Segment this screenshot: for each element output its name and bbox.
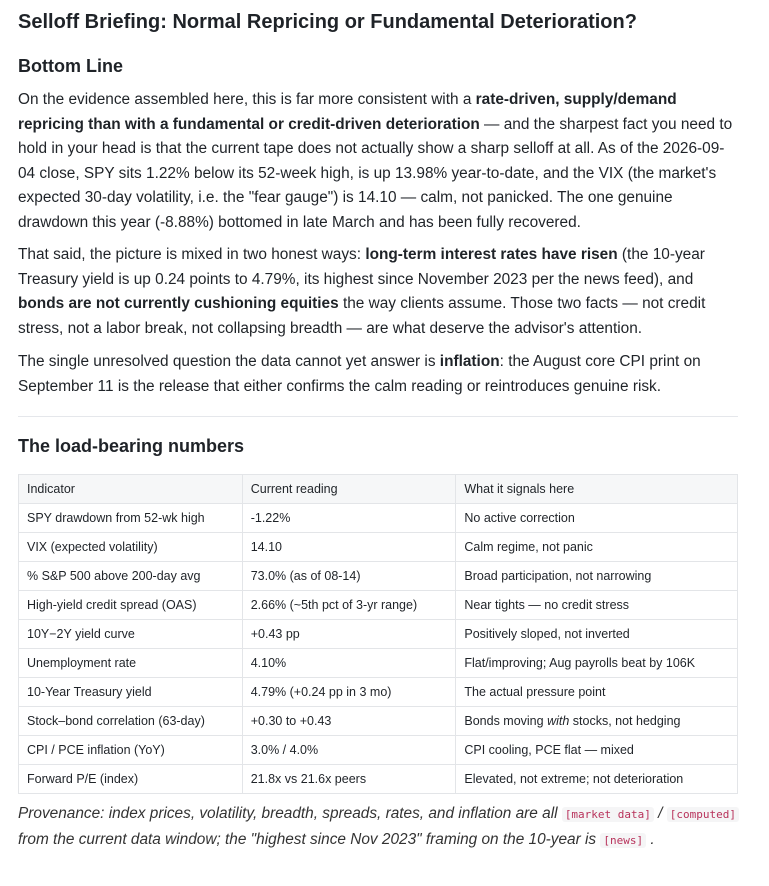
p2-bold-bonds: bonds are not currently cushioning equities <box>18 295 339 312</box>
cell-reading: 4.79% (+0.24 pp in 3 mo) <box>242 678 456 707</box>
cell-indicator: Unemployment rate <box>19 649 243 678</box>
cell-indicator: Forward P/E (index) <box>19 765 243 794</box>
p3-text-c: : the August core CPI print on September 11 is the release that either confirms the calm reading or reintroduces genuine risk. <box>18 353 701 395</box>
bottom-line-heading: Bottom Line <box>18 56 123 76</box>
cell-signal: Elevated, not extreme; not deterioration <box>456 765 738 794</box>
table-row <box>19 678 738 707</box>
table-row <box>19 649 738 678</box>
table-row <box>19 504 738 533</box>
cell-reading: 3.0% / 4.0% <box>242 736 456 765</box>
cell-indicator: VIX (expected volatility) <box>19 533 243 562</box>
cell-reading: 73.0% (as of 08-14) <box>242 562 456 591</box>
table-row <box>19 533 738 562</box>
source-tag-news: [news] <box>600 833 646 848</box>
cell-indicator: SPY drawdown from 52-wk high <box>19 504 243 533</box>
page-title: Selloff Briefing: Normal Repricing or Fundamental Deterioration? <box>18 11 637 33</box>
p1-text-c: — and the sharpest fact you need to hold in your head is that the current tape does not actually show a sharp selloff at all. As of the 2026-09-04 close, SPY sits 1.22% below its 52-week high, is up 13.98% year-to-date, and the VIX (the market's expected 30-day volatility, i.e. the "fear gauge") is 14.10 — calm, not panicked. The one genuine drawdown this year (-8.88%) bottomed in late March and has been fully recovered. <box>18 115 733 231</box>
prov-text-c: from the current data window; the "highest since Nov 2023" framing on the 10-year is <box>18 830 601 848</box>
cell-signal: The actual pressure point <box>456 678 738 707</box>
p3-bold-inflation: inflation <box>439 353 500 370</box>
p2-bold-rates: long-term interest rates have risen <box>365 246 618 263</box>
cell-reading: 4.10% <box>242 649 456 678</box>
prov-text-d: . <box>646 830 655 848</box>
numbers-heading: The load-bearing numbers <box>18 436 245 456</box>
table-row <box>19 620 738 649</box>
indicators-table <box>18 474 738 794</box>
cell-indicator: Stock–bond correlation (63-day) <box>19 707 243 736</box>
cell-reading: +0.30 to +0.43 <box>242 707 456 736</box>
column-header-signal: What it signals here <box>456 475 738 504</box>
cell-signal: Near tights — no credit stress <box>456 591 738 620</box>
table-header-row <box>19 475 738 504</box>
cell-reading: 21.8x vs 21.6x peers <box>242 765 456 794</box>
p3-text-a: The single unresolved question the data cannot yet answer is <box>18 353 440 370</box>
source-tag-market-data: [market data] <box>562 807 654 822</box>
cell-indicator: 10-Year Treasury yield <box>19 678 243 707</box>
bottom-line-paragraph-2 <box>18 243 740 341</box>
table-row <box>19 562 738 591</box>
p2-text-a: That said, the picture is mixed in two honest ways: <box>18 246 366 263</box>
cell-reading: +0.43 pp <box>242 620 456 649</box>
bottom-line-paragraph-3 <box>18 350 740 399</box>
table-row <box>19 765 738 794</box>
column-header-reading: Current reading <box>242 475 456 504</box>
signal-text-b: stocks, not hedging <box>569 714 681 728</box>
prov-text-a: Provenance: index prices, volatility, breadth, spreads, rates, and inflation are all <box>18 805 562 822</box>
p2-text-c: (the 10-year Treasury yield is up 0.24 points to 4.79%, its highest since November 2023 per the news feed), and <box>18 246 705 288</box>
table-row <box>19 736 738 765</box>
cell-reading: 2.66% (~5th pct of 3-yr range) <box>242 591 456 620</box>
cell-signal: CPI cooling, PCE flat — mixed <box>456 736 738 765</box>
cell-indicator: High-yield credit spread (OAS) <box>19 591 243 620</box>
source-tag-computed: [computed] <box>667 807 739 822</box>
cell-indicator: 10Y−2Y yield curve <box>19 620 243 649</box>
cell-signal: Calm regime, not panic <box>456 533 738 562</box>
signal-text-a: Bonds moving <box>464 714 548 728</box>
bottom-line-paragraph-1 <box>18 88 740 235</box>
section-divider <box>18 416 738 417</box>
cell-signal <box>456 707 738 736</box>
cell-signal: Broad participation, not narrowing <box>456 562 738 591</box>
cell-signal: No active correction <box>456 504 738 533</box>
cell-signal: Positively sloped, not inverted <box>456 620 738 649</box>
prov-text-b: / <box>653 805 667 822</box>
signal-emphasis: with <box>547 714 570 728</box>
cell-reading: 14.10 <box>242 533 456 562</box>
table-row <box>19 591 738 620</box>
cell-indicator: CPI / PCE inflation (YoY) <box>19 736 243 765</box>
cell-indicator: % S&P 500 above 200-day avg <box>19 562 243 591</box>
cell-signal: Flat/improving; Aug payrolls beat by 106K <box>456 649 738 678</box>
p1-text-a: On the evidence assembled here, this is far more consistent with a <box>18 91 476 108</box>
provenance-note <box>18 802 740 853</box>
cell-reading: -1.22% <box>242 504 456 533</box>
table-row <box>19 707 738 736</box>
p1-bold: rate-driven, supply/demand repricing than with a fundamental or credit-driven deterioration <box>18 91 677 133</box>
p2-text-e: the way clients assume. Those two facts — not credit stress, not a labor break, not collapsing breadth — are what deserve the advisor's attention. <box>18 295 706 337</box>
column-header-indicator: Indicator <box>19 475 243 504</box>
